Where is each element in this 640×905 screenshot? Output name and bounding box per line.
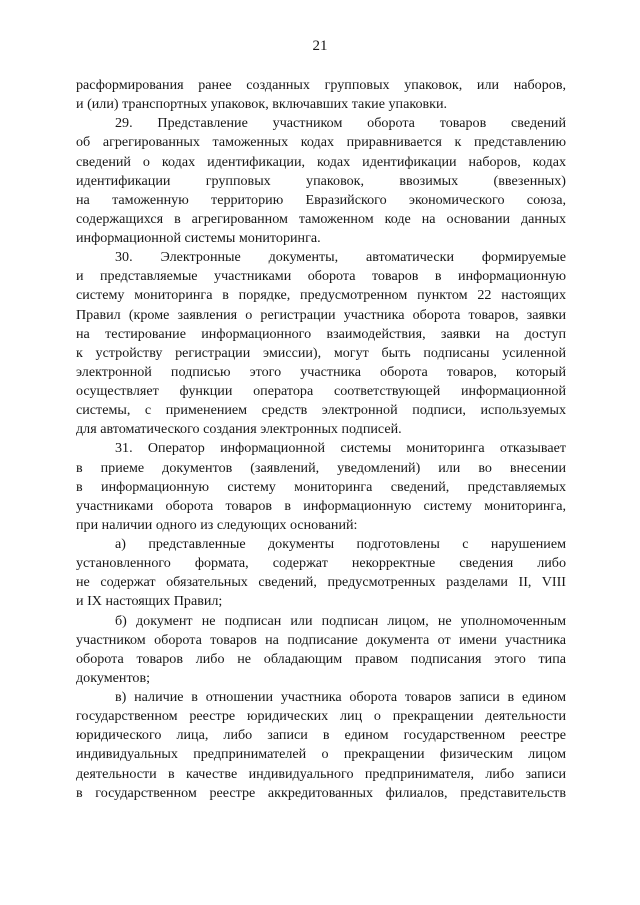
- text-line: Правил (кроме заявления о регистрации участника оборота товаров, заявки: [76, 306, 566, 323]
- text-line: и IX настоящих Правил;: [76, 593, 223, 610]
- text-line: сведений о кодах идентификации, кодах идентификации наборов, кодах: [76, 153, 566, 170]
- text-line: в) наличие в отношении участника оборота товаров записи в едином: [115, 689, 566, 705]
- text-line: идентификации групповых упаковок, ввозимых (ввезенных): [76, 172, 566, 189]
- text-line: содержащихся в агрегированном таможенном коде на основании данных: [76, 210, 566, 227]
- text-line: участником оборота товаров на подписание документа от имени участника: [76, 631, 566, 648]
- text-line: и (или) транспортных упаковок, включавших такие упаковки.: [76, 96, 448, 113]
- text-line: для автоматического создания электронных подписей.: [76, 421, 402, 438]
- text-line: и представляемые участниками оборота товаров в информационную: [76, 268, 566, 285]
- text-line: а) представленные документы подготовлены с нарушением: [115, 536, 566, 552]
- text-line: в информационную систему мониторинга сведений, представляемых: [76, 478, 566, 495]
- text-line: осуществляет функции оператора соответствующей информационной: [76, 383, 566, 399]
- text-line: участниками оборота товаров в информационную систему мониторинга,: [76, 497, 566, 514]
- text-line: об агрегированных таможенных кодах приравнивается к представлению: [76, 134, 566, 151]
- document-body: [76, 76, 566, 803]
- text-line: в государственном реестре аккредитованных филиалов, представительств: [76, 784, 566, 801]
- text-line: деятельности в качестве индивидуального предпринимателя, либо записи: [76, 765, 566, 782]
- text-line: 31. Оператор информационной системы мониторинга отказывает: [115, 440, 566, 457]
- text-line: информационной системы мониторинга.: [76, 230, 321, 246]
- text-line: государственном реестре юридических лиц о прекращении деятельности: [76, 708, 566, 725]
- text-line: 29. Представление участником оборота товаров сведений: [115, 115, 566, 132]
- text-line: системы, с применением средств электронной подписи, используемых: [76, 402, 566, 419]
- text-line: документов;: [76, 669, 151, 686]
- text-line: в приеме документов (заявлений, уведомлений) или во внесении: [76, 459, 566, 476]
- text-line: оборота товаров либо не обладающим правом подписания этого типа: [76, 650, 566, 667]
- text-line: к устройству регистрации эмиссии), могут быть подписаны усиленной: [76, 344, 566, 361]
- text-line: на таможенную территорию Евразийского экономического союза,: [76, 191, 566, 208]
- text-line: при наличии одного из следующих оснований:: [76, 516, 358, 533]
- text-line: установленного формата, содержат некорректные сведения либо: [76, 555, 566, 572]
- text-line: 30. Электронные документы, автоматически формируемые: [115, 249, 566, 266]
- text-line: расформирования ранее созданных групповых упаковок, или наборов,: [76, 77, 566, 93]
- text-line: б) документ не подписан или подписан лицом, не уполномоченным: [115, 612, 566, 629]
- text-line: юридического лица, либо записи в едином государственном реестре: [76, 727, 566, 744]
- page-number: 21: [312, 38, 328, 54]
- text-line: индивидуальных предпринимателей о прекращении физическим лицом: [76, 746, 566, 763]
- text-line: систему мониторинга в порядке, предусмотренном пунктом 22 настоящих: [76, 287, 566, 304]
- text-line: электронной подписью этого участника оборота товаров, который: [76, 363, 566, 380]
- text-line: не содержат обязательных сведений, предусмотренных разделами II, VIII: [76, 574, 566, 591]
- text-line: на тестирование информационного взаимодействия, заявки на доступ: [76, 325, 566, 342]
